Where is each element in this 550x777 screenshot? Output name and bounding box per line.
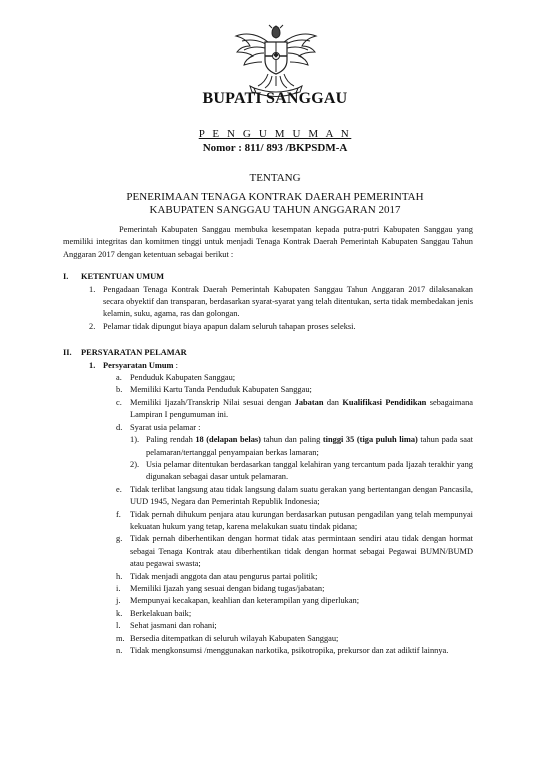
subsection-title: Persyaratan Umum (103, 360, 174, 370)
item-letter: d. (116, 422, 123, 432)
item-letter: k. (116, 608, 123, 618)
list-item (63, 397, 473, 422)
item-bold-text: Jabatan (294, 397, 324, 407)
item-letter: h. (116, 571, 123, 581)
reference-number: Nomor : 811/ 893 /BKPSDM-A (202, 142, 348, 154)
item-number: 1. (89, 284, 96, 294)
item-text: Mempunyai kecakapan, keahlian dan keterampilan yang diperlukan; (130, 596, 360, 606)
list-item (63, 608, 473, 620)
item-text: Usia pelamar ditentukan berdasarkan tanggal kelahiran yang tercantum pada Ijazah terakhir yang digunakan sebagai dasar untuk pelamaran. (146, 459, 473, 482)
intro-paragraph: Pemerintah Kabupaten Sanggau membuka kesempatan kepada putra-putri Kabupaten Sanggau yang memiliki integritas dan komitmen tinggi untuk menjadi Tenaga Kontrak Daerah Pemerintah Kabupaten Sanggau Tahun Anggaran 2017 dengan ketentuan sebagai berikut : (63, 225, 473, 259)
item-text: Penduduk Kabupaten Sanggau; (130, 373, 236, 383)
list-item (63, 571, 473, 583)
item-letter: a. (116, 373, 122, 383)
item-letter: l. (116, 621, 121, 631)
announcement-label: P E N G U M U M A N (198, 128, 352, 140)
item-text: Pengadaan Tenaga Kontrak Daerah Pemerintah Kabupaten Sanggau Tahun Anggaran 2017 dilaksanakan secara obyektif dan transparan, berdasarkan syarat-syarat yang telah ditentukan, serta tidak membedakan jenis kelamin, suku, agama, ras dan golongan. (103, 284, 473, 319)
item-letter: c. (116, 397, 122, 407)
list-item (63, 422, 473, 434)
subject-label: TENTANG (249, 172, 301, 184)
subject-heading (0, 191, 550, 217)
item-bold-text: Kualifikasi Pendidikan (342, 397, 427, 407)
section-heading (63, 347, 473, 359)
list-item (63, 284, 473, 321)
sub-list-item (63, 434, 473, 459)
item-text: tahun dan paling (260, 435, 323, 445)
subsection-suffix: : (173, 360, 178, 370)
subject-line-2: KABUPATEN SANGGAU TAHUN ANGGARAN 2017 (149, 204, 401, 216)
list-item (63, 595, 473, 607)
item-text: dan (323, 397, 343, 407)
sub-list-item (63, 459, 473, 484)
item-text: Tidak menjadi anggota dan atau pengurus partai politik; (130, 571, 318, 581)
item-letter: e. (116, 484, 122, 494)
item-text: Tidak pernah dihukum penjara atau kurungan berdasarkan putusan pengadilan yang telah mempunyai kekuatan hukum yang tetap, karena melakukan suatu tindak pidana; (130, 509, 473, 531)
item-text: Memiliki Ijazah yang sesuai dengan bidang tugas/jabatan; (130, 583, 325, 593)
item-text: Memiliki Kartu Tanda Penduduk Kabupaten Sanggau; (130, 385, 312, 395)
list-item (63, 620, 473, 632)
subject-line-1: PENERIMAAN TENAGA KONTRAK DAERAH PEMERINTAH (126, 191, 424, 203)
list-item (63, 583, 473, 595)
item-bold-text: 18 (delapan belas) (195, 435, 261, 445)
section-number: II. (63, 348, 72, 358)
item-text: tahun pada saat pelamaran/tertanggal penyampaian berkas lamaran; (146, 435, 473, 457)
item-letter: j. (116, 596, 121, 606)
list-item (63, 509, 473, 534)
section-number: I. (63, 272, 69, 282)
list-item (63, 321, 473, 333)
item-text: Tidak terlibat langsung atau tidak langsung dalam suatu gerakan yang bertentangan dengan Pancasila, UUD 1945, Negara dan Pemerintah Republik Indonesia; (130, 484, 473, 507)
item-number: 2). (130, 459, 140, 469)
list-item (63, 645, 473, 657)
item-text: Tidak mengkonsumsi /menggunakan narkotika, psikotropika, prekursor dan zat adiktif lainnya. (130, 646, 449, 655)
item-bold-text: tinggi 35 (tiga puluh lima) (322, 435, 418, 445)
list-item (63, 484, 473, 509)
subsection-heading (63, 360, 473, 372)
item-letter: g. (116, 534, 123, 544)
item-number: 2. (89, 321, 96, 331)
item-text: Syarat usia pelamar : (130, 422, 201, 432)
item-letter: b. (116, 385, 123, 395)
item-number: 1). (130, 435, 140, 445)
list-item (63, 384, 473, 396)
item-text: Berkelakuan baik; (130, 608, 192, 618)
item-text: Pelamar tidak dipungut biaya apapun dalam seluruh tahapan proses seleksi. (103, 321, 356, 331)
section-heading (63, 271, 473, 283)
item-letter: n. (116, 646, 123, 655)
item-text: Tidak pernah diberhentikan dengan hormat tidak atas permintaan sendiri atau tidak dengan hormat sebagai Tenaga Kontrak atau diberhentikan tidak dengan hormat sebagai Pegawai BUMN/BUMD atau pegawai swasta; (130, 534, 473, 569)
item-number: 1. (89, 360, 96, 370)
section-title: KETENTUAN UMUM (81, 272, 165, 282)
list-item (63, 372, 473, 384)
item-text: Sehat jasmani dan rohani; (130, 621, 217, 631)
list-item (63, 533, 473, 570)
document-body (63, 224, 473, 657)
item-letter: i. (116, 583, 121, 593)
document-title: BUPATI SANGGAU (202, 90, 348, 107)
section-title: PERSYARATAN PELAMAR (81, 348, 187, 358)
item-text: Bersedia ditempatkan di seluruh wilayah Kabupaten Sanggau; (130, 633, 339, 643)
item-text: sebagaimana Lampiran I pengumuman ini. (130, 397, 473, 420)
item-letter: m. (116, 633, 125, 643)
list-item (63, 633, 473, 645)
item-text: Memiliki Ijazah/Transkrip Nilai sesuai dengan (130, 397, 295, 407)
garuda-emblem-icon (232, 20, 320, 100)
item-letter: f. (116, 509, 121, 519)
item-text: Paling rendah (146, 435, 196, 445)
